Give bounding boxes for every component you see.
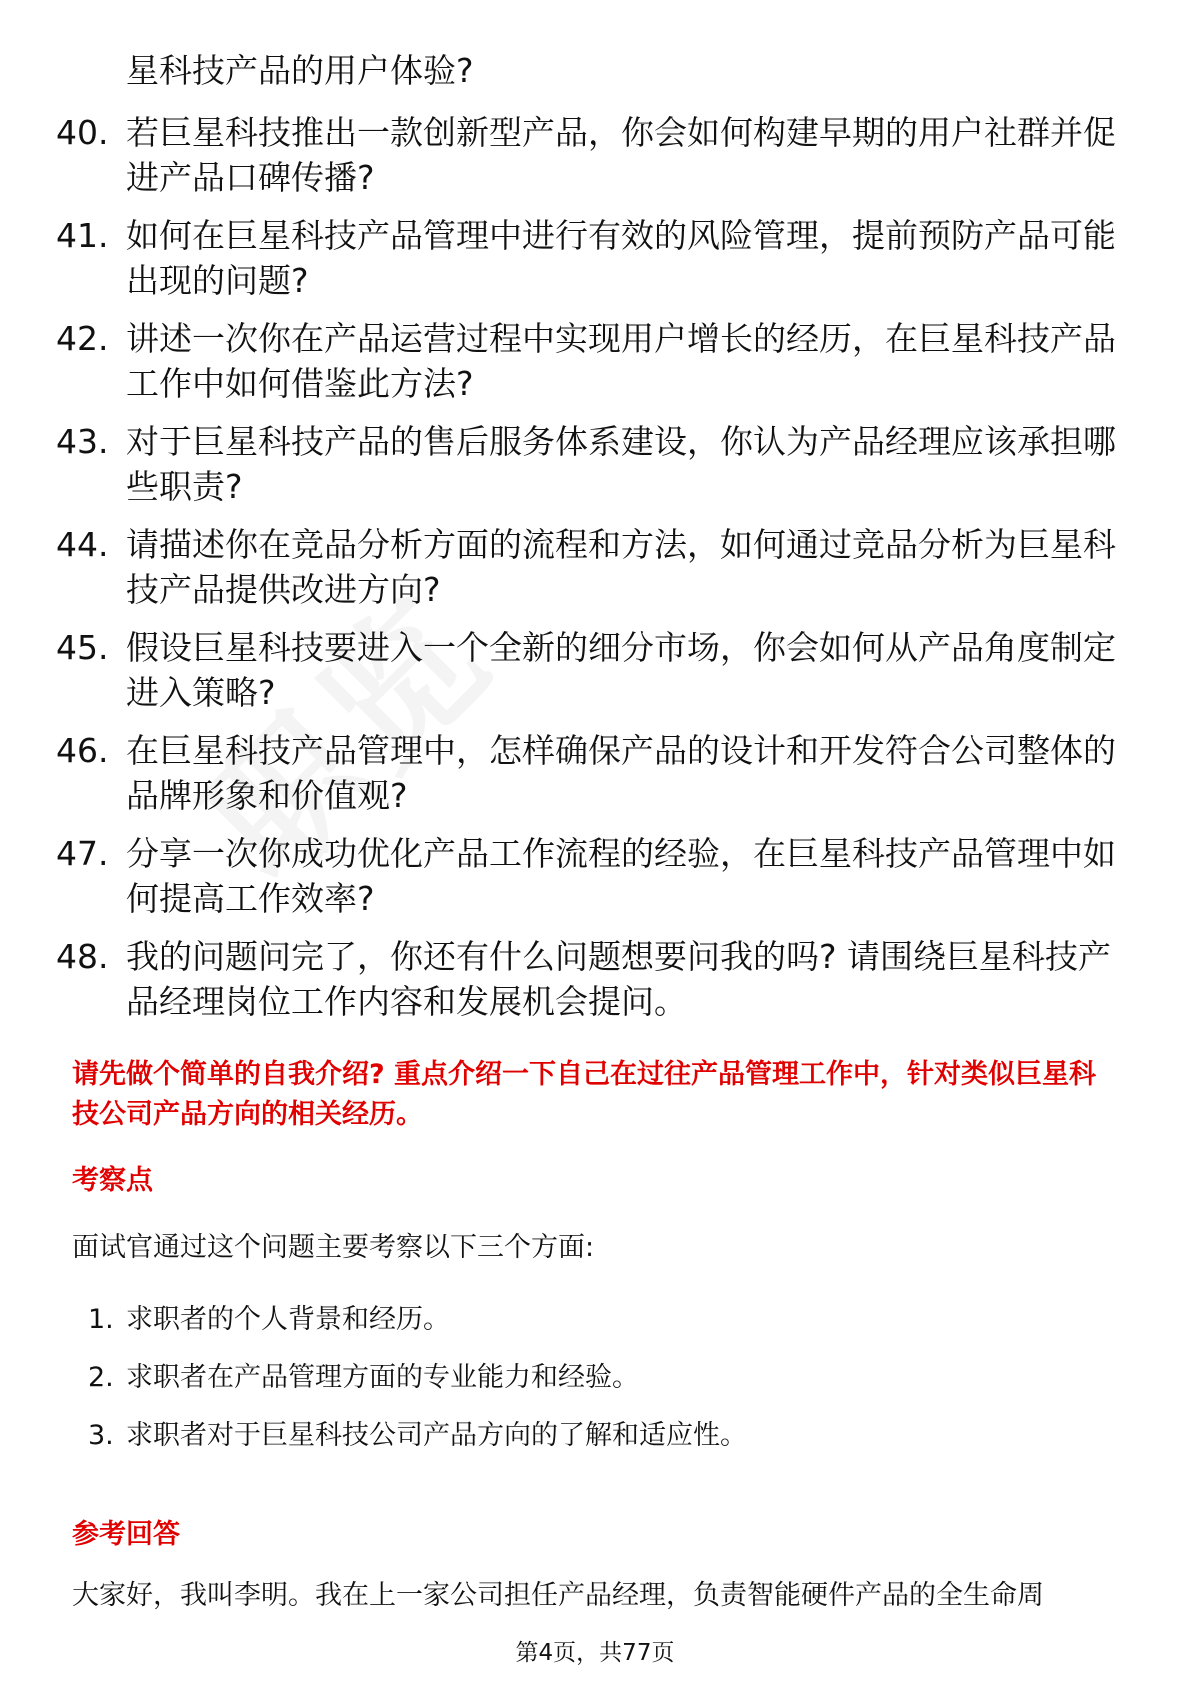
list-item xyxy=(56,728,1116,818)
question-text: 讲述一次你在产品运营过程中实现用户增长的经历，在巨星科技产品工作中如何借鉴此方法? xyxy=(126,319,1116,403)
question-text: 分享一次你成功优化产品工作流程的经验，在巨星科技产品管理中如何提高工作效率? xyxy=(126,834,1116,918)
question-text: 我的问题问完了，你还有什么问题想要问我的吗? 请围绕巨星科技产品经理岗位工作内容和发展机会提问。 xyxy=(126,937,1112,1021)
point-number: 2. xyxy=(88,1362,114,1393)
section-title-points: 考察点 xyxy=(72,1165,153,1196)
question-number: 43. xyxy=(56,422,109,461)
point-number: 3. xyxy=(88,1420,114,1451)
point-text: 求职者在产品管理方面的专业能力和经验。 xyxy=(126,1362,639,1393)
question-number: 46. xyxy=(56,731,109,770)
question-number: 48. xyxy=(56,937,109,976)
page-footer: 第4页，共77页 xyxy=(515,1640,675,1666)
question-text: 请描述你在竞品分析方面的流程和方法，如何通过竞品分析为巨星科技产品提供改进方向? xyxy=(126,525,1116,609)
point-text: 求职者的个人背景和经历。 xyxy=(126,1304,450,1335)
highlight-question: 请先做个简单的自我介绍? 重点介绍一下自己在过往产品管理工作中，针对类似巨星科技公司产品方向的相关经历。 xyxy=(72,1059,1097,1130)
question-text: 如何在巨星科技产品管理中进行有效的风险管理，提前预防产品可能出现的问题? xyxy=(126,216,1116,300)
question-number: 41. xyxy=(56,216,109,255)
list-item xyxy=(56,213,1116,303)
question-number: 47. xyxy=(56,834,109,873)
list-item xyxy=(88,1300,747,1340)
point-number: 1. xyxy=(88,1304,114,1335)
list-item xyxy=(56,110,1116,200)
question-number: 45. xyxy=(56,628,109,667)
list-item xyxy=(56,831,1116,921)
question-list xyxy=(56,110,1116,1037)
question-text: 在巨星科技产品管理中，怎样确保产品的设计和开发符合公司整体的品牌形象和价值观? xyxy=(126,731,1116,815)
question-number: 44. xyxy=(56,525,109,564)
section-title-answer: 参考回答 xyxy=(72,1519,180,1550)
list-item xyxy=(56,419,1116,509)
list-item xyxy=(88,1358,747,1398)
list-item xyxy=(56,625,1116,715)
question-continuation: 星科技产品的用户体验? xyxy=(126,51,474,90)
point-text: 求职者对于巨星科技公司产品方向的了解和适应性。 xyxy=(126,1420,747,1451)
question-text: 若巨星科技推出一款创新型产品，你会如何构建早期的用户社群并促进产品口碑传播? xyxy=(126,113,1116,197)
question-number: 40. xyxy=(56,113,109,152)
answer-text: 大家好，我叫李明。我在上一家公司担任产品经理，负责智能硬件产品的全生命周 xyxy=(72,1580,1044,1611)
list-item xyxy=(56,522,1116,612)
point-list xyxy=(88,1300,747,1474)
list-item xyxy=(88,1416,747,1456)
list-item xyxy=(56,934,1116,1024)
intro-text: 面试官通过这个问题主要考察以下三个方面: xyxy=(72,1232,595,1263)
question-number: 42. xyxy=(56,319,109,358)
question-text: 对于巨星科技产品的售后服务体系建设，你认为产品经理应该承担哪些职责? xyxy=(126,422,1116,506)
question-text: 假设巨星科技要进入一个全新的细分市场，你会如何从产品角度制定进入策略? xyxy=(126,628,1116,712)
list-item xyxy=(56,316,1116,406)
